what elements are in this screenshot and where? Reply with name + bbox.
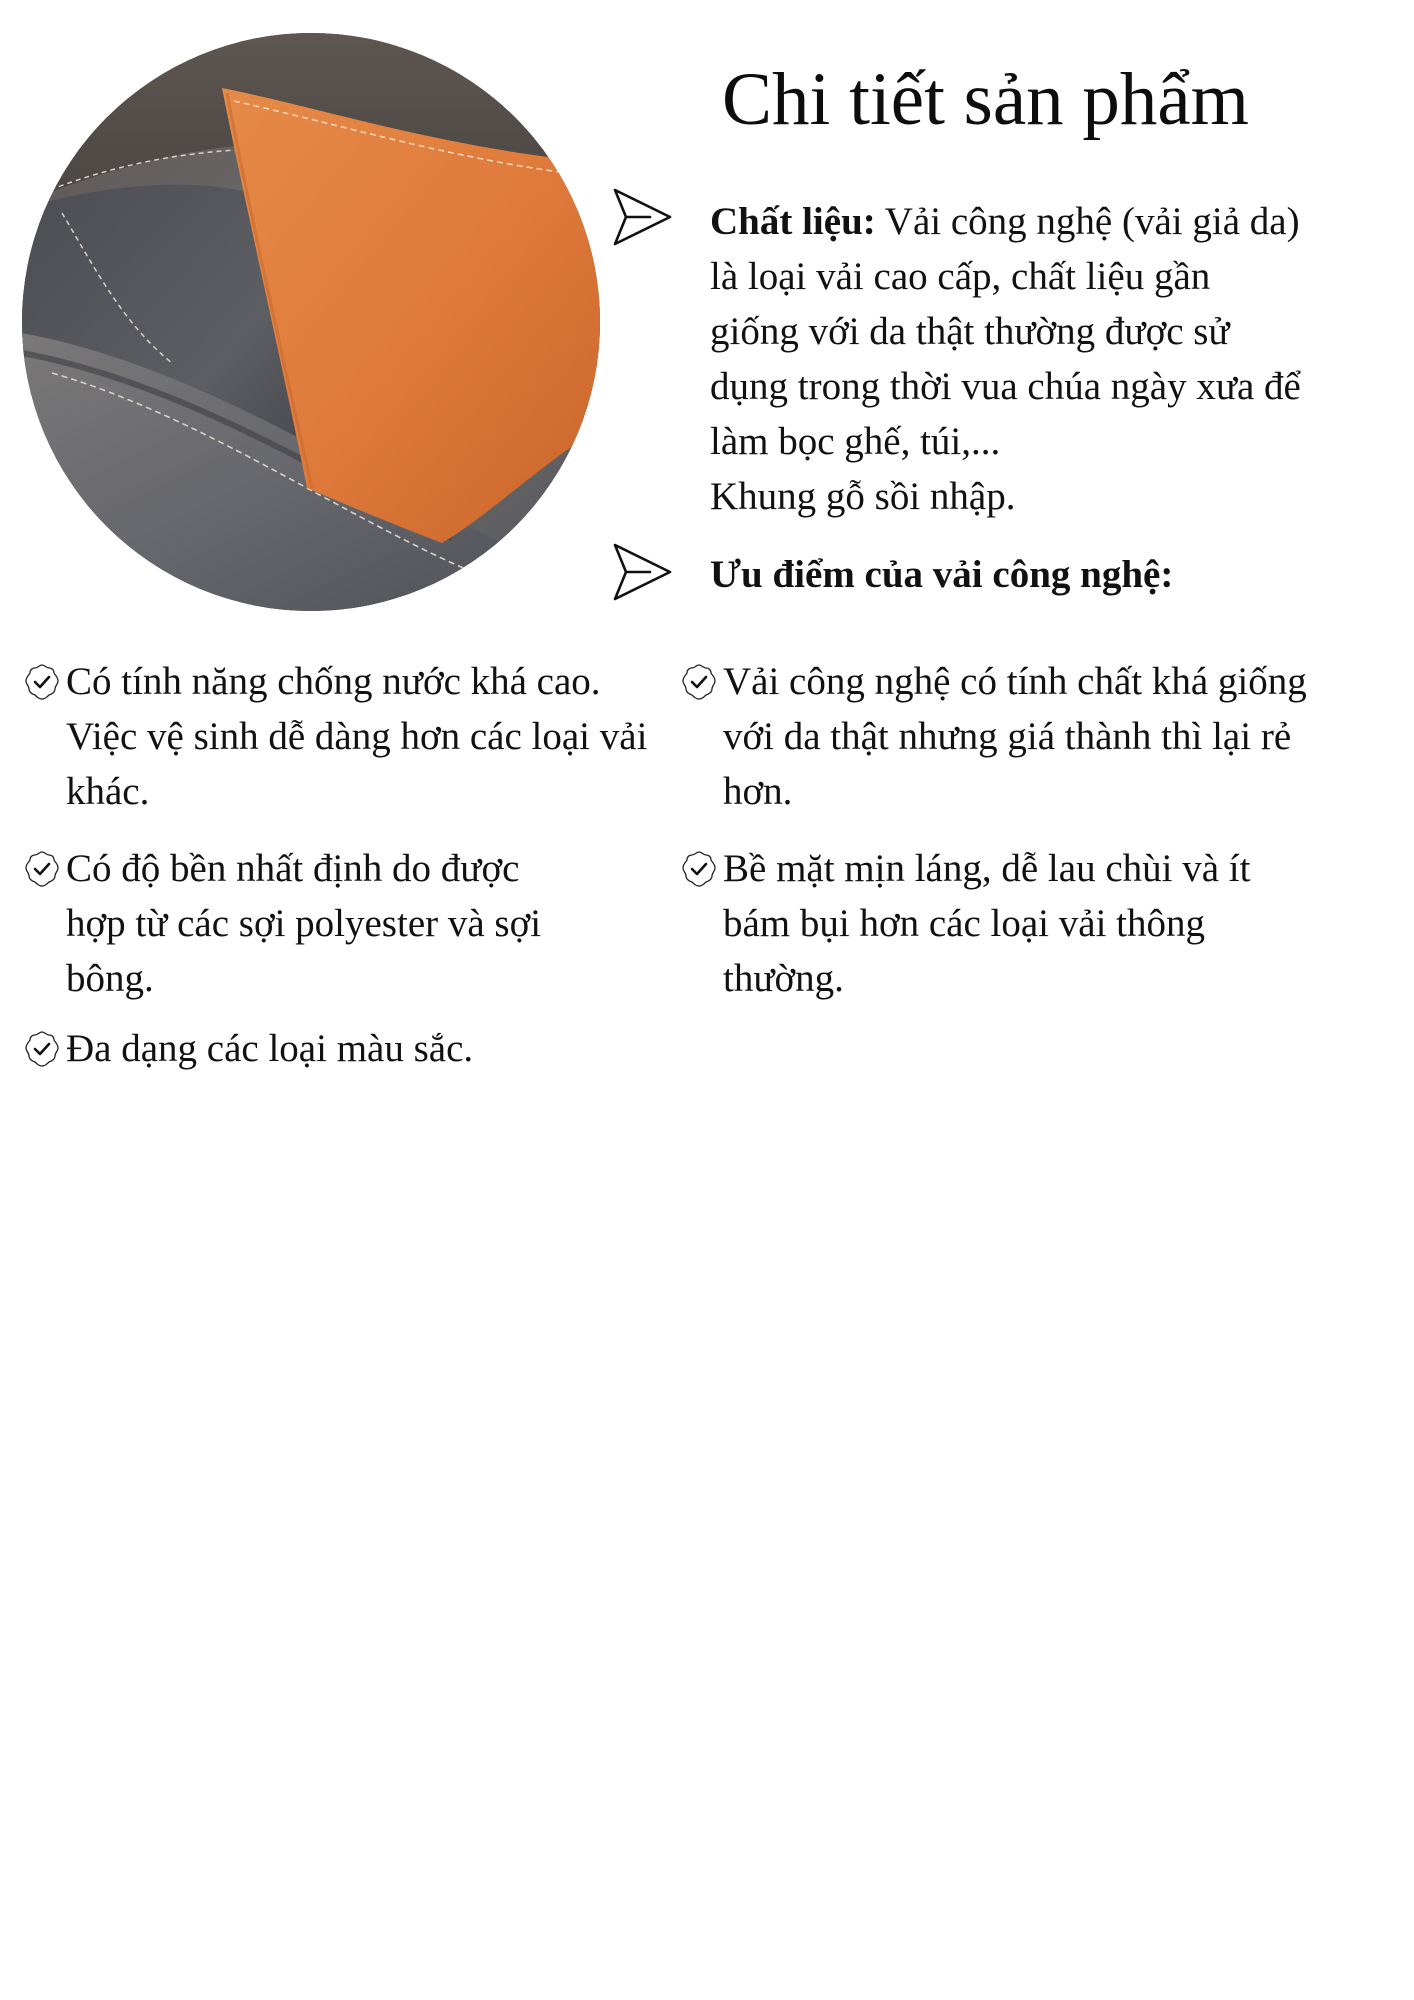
badge-check-icon — [679, 662, 719, 702]
advantage-line: Có độ bền nhất định do được — [66, 847, 520, 890]
material-text: Vải công nghệ (vải giả da) — [875, 200, 1300, 243]
advantage-line: với da thật nhưng giá thành thì lại rẻ — [723, 715, 1292, 758]
advantage-line: Bề mặt mịn láng, dễ lau chùi và ít — [723, 847, 1251, 890]
badge-check-icon — [679, 849, 719, 889]
advantage-line: thường. — [723, 957, 844, 1000]
advantage-line: hợp từ các sợi polyester và sợi — [66, 902, 542, 945]
material-line-1 — [710, 194, 1301, 249]
advantage-text — [66, 841, 541, 1006]
paper-plane-arrow-icon — [612, 543, 672, 603]
material-label: Chất liệu: — [710, 200, 876, 243]
material-line-5: làm bọc ghế, túi,... — [710, 420, 1001, 463]
product-photo — [22, 33, 600, 611]
advantage-line: bám bụi hơn các loại vải thông — [723, 902, 1205, 945]
advantage-text — [66, 654, 647, 819]
material-line-6: Khung gỗ sồi nhập. — [710, 475, 1016, 518]
material-line-3: giống với da thật thường được sử — [710, 310, 1230, 353]
advantage-text — [723, 654, 1307, 819]
advantages-heading: Ưu điểm của vải công nghệ: — [710, 553, 1174, 596]
advantage-line: Có tính năng chống nước khá cao. — [66, 660, 601, 703]
badge-check-icon — [22, 1029, 62, 1069]
badge-check-icon — [22, 849, 62, 889]
advantage-text — [66, 1021, 473, 1076]
badge-check-icon — [22, 662, 62, 702]
material-line-2: là loại vải cao cấp, chất liệu gần — [710, 255, 1211, 298]
advantage-line: bông. — [66, 957, 154, 1000]
material-paragraph — [710, 194, 1301, 524]
advantage-line: hơn. — [723, 770, 793, 813]
advantage-line: khác. — [66, 770, 150, 813]
paper-plane-arrow-icon — [612, 188, 672, 248]
advantage-line: Vải công nghệ có tính chất khá giống — [723, 660, 1307, 703]
advantage-line: Việc vệ sinh dễ dàng hơn các loại vải — [66, 715, 648, 758]
advantage-line: Đa dạng các loại màu sắc. — [66, 1027, 474, 1070]
advantage-text — [723, 841, 1250, 1006]
sofa-pillow-image — [22, 33, 600, 611]
page-title: Chi tiết sản phẩm — [722, 58, 1250, 141]
material-line-4: dụng trong thời vua chúa ngày xưa để — [710, 365, 1301, 408]
